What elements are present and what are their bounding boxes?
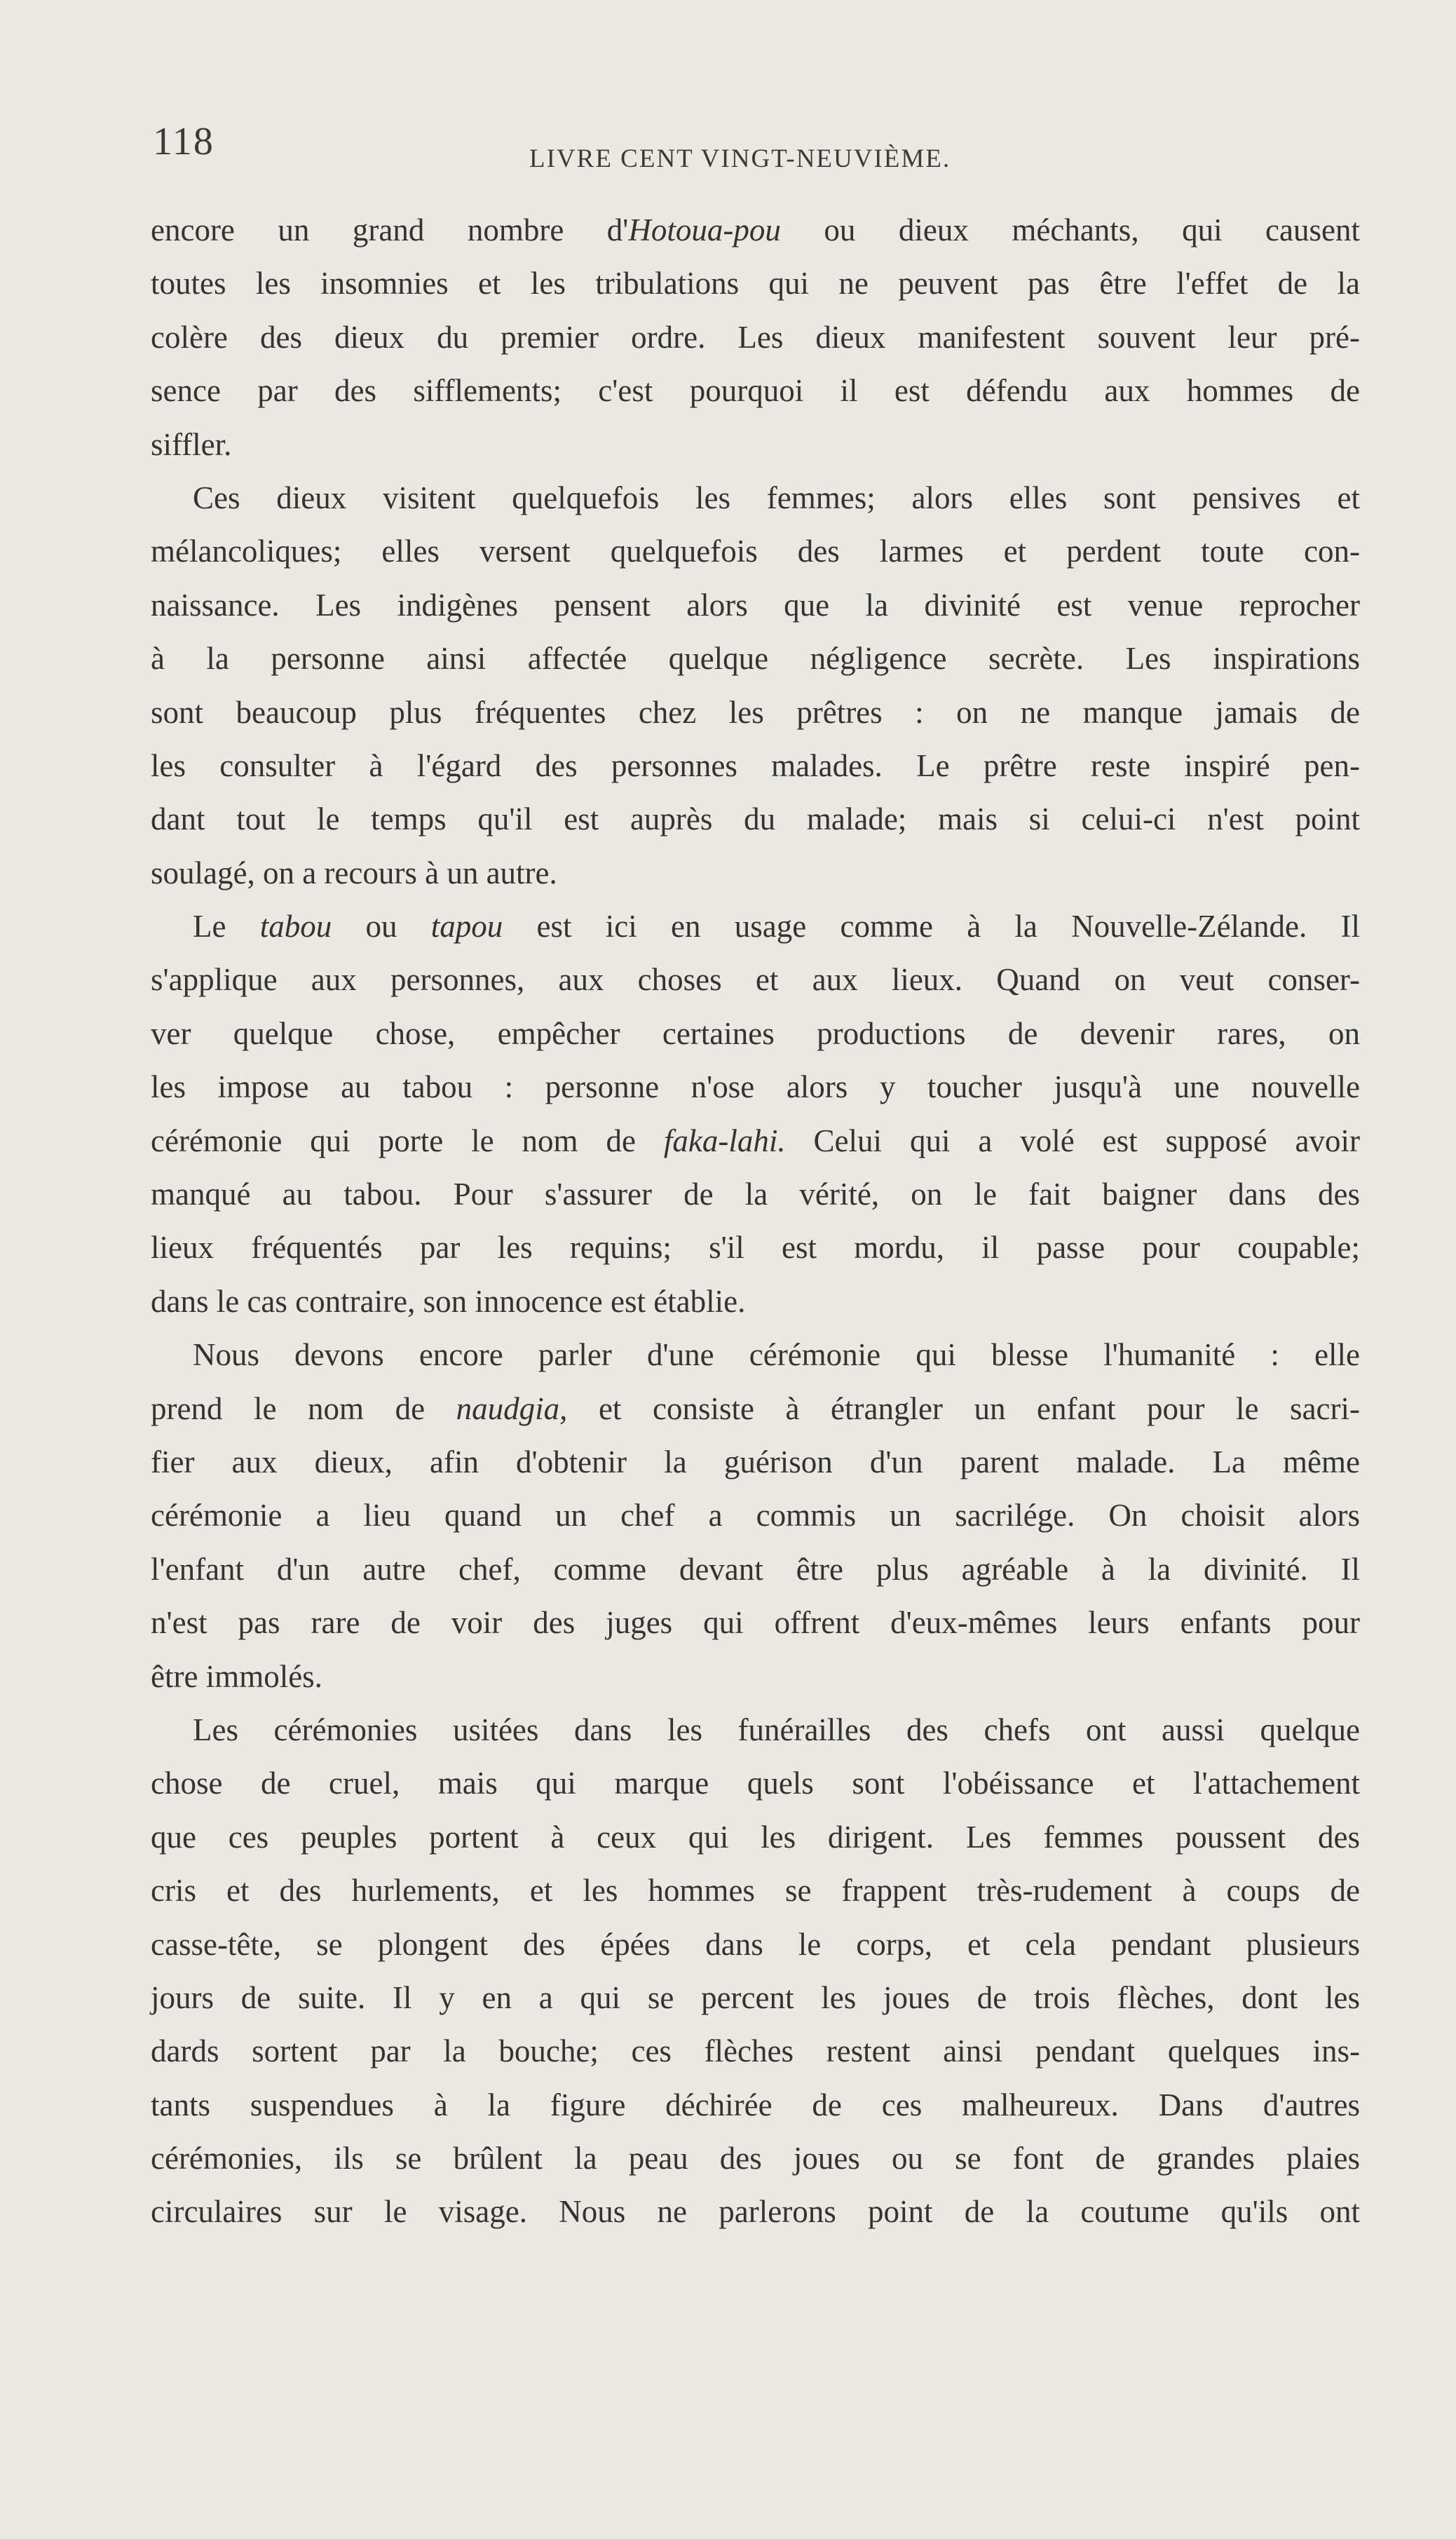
text-line: dans le cas contraire, son innocence est établie. xyxy=(151,1283,746,1319)
text-line: toutes les insomnies et les tribulations qui ne peuvent pas être l'effet de la xyxy=(151,266,1360,302)
text-line: cérémonies, ils se brûlent la peau des joues ou se font de grandes plaies xyxy=(151,2141,1360,2176)
text-line: n'est pas rare de voir des juges qui offrent d'eux-mêmes leurs enfants pour xyxy=(151,1605,1360,1641)
text-line: soulagé, on a recours à un autre. xyxy=(151,855,557,891)
paragraph xyxy=(151,471,1360,900)
text-line: chose de cruel, mais qui marque quels sont l'obéissance et l'attachement xyxy=(151,1766,1360,1801)
text-line: lieux fréquentés par les requins; s'il est mordu, il passe pour coupable; xyxy=(151,1230,1360,1266)
text-line: fier aux dieux, afin d'obtenir la guérison d'un parent malade. La même xyxy=(151,1444,1360,1480)
body-text xyxy=(151,203,1360,2239)
text-line: manqué au tabou. Pour s'assurer de la vérité, on le fait baigner dans des xyxy=(151,1177,1360,1212)
text-line: dards sortent par la bouche; ces flèches restent ainsi pendant quelques ins- xyxy=(151,2033,1360,2069)
text-line: tants suspendues à la figure déchirée de ces malheureux. Dans d'autres xyxy=(151,2087,1360,2122)
text-line: être immolés. xyxy=(151,1658,322,1694)
text-line: s'applique aux personnes, aux choses et aux lieux. Quand on veut conser- xyxy=(151,962,1360,998)
text-line: encore un grand nombre d'Hotoua-pou ou dieux méchants, qui causent xyxy=(151,212,1360,248)
text-line: Le tabou ou tapou est ici en usage comme à la Nouvelle-Zélande. Il xyxy=(193,909,1361,944)
text-line: sence par des sifflements; c'est pourquoi il est défendu aux hommes de xyxy=(151,373,1360,409)
text-line: cris et des hurlements, et les hommes se frappent très-rudement à coups de xyxy=(151,1873,1360,1909)
text-line: cérémonie qui porte le nom de faka-lahi. Celui qui a volé est supposé avoir xyxy=(151,1123,1360,1158)
page-number: 118 xyxy=(153,120,215,163)
running-head: LIVRE CENT VINGT-NEUVIÈME. xyxy=(529,144,951,173)
paragraph xyxy=(151,1328,1360,1703)
text-line: Les cérémonies usitées dans les funérailles des chefs ont aussi quelque xyxy=(193,1712,1360,1747)
paragraph xyxy=(151,900,1360,1328)
text-line: circulaires sur le visage. Nous ne parlerons point de la coutume qu'ils ont xyxy=(151,2194,1360,2230)
text-line: que ces peuples portent à ceux qui les dirigent. Les femmes poussent des xyxy=(151,1819,1360,1855)
text-line: les impose au tabou : personne n'ose alors y toucher jusqu'à une nouvelle xyxy=(151,1069,1360,1105)
text-line: naissance. Les indigènes pensent alors que la divinité est venue reprocher xyxy=(151,587,1360,623)
text-line: casse-tête, se plongent des épées dans le corps, et cela pendant plusieurs xyxy=(151,1926,1360,1962)
text-line: l'enfant d'un autre chef, comme devant être plus agréable à la divinité. Il xyxy=(151,1551,1360,1587)
paragraph xyxy=(151,1703,1360,2239)
text-line: Ces dieux visitent quelquefois les femmes; alors elles sont pensives et xyxy=(193,480,1360,515)
text-line: les consulter à l'égard des personnes malades. Le prêtre reste inspiré pen- xyxy=(151,747,1360,783)
text-line: colère des dieux du premier ordre. Les dieux manifestent souvent leur pré- xyxy=(151,319,1360,355)
text-line: mélancoliques; elles versent quelquefois des larmes et perdent toute con- xyxy=(151,534,1360,569)
text-line: Nous devons encore parler d'une cérémonie qui blesse l'humanité : elle xyxy=(193,1337,1360,1373)
text-line: siffler. xyxy=(151,426,232,462)
text-line: cérémonie a lieu quand un chef a commis un sacrilége. On choisit alors xyxy=(151,1498,1360,1533)
text-line: jours de suite. Il y en a qui se percent les joues de trois flèches, dont les xyxy=(151,1979,1360,2015)
text-line: prend le nom de naudgia, et consiste à étrangler un enfant pour le sacri- xyxy=(151,1390,1360,1426)
text-line: à la personne ainsi affectée quelque négligence secrète. Les inspirations xyxy=(151,641,1360,677)
text-line: sont beaucoup plus fréquentes chez les prêtres : on ne manque jamais de xyxy=(151,694,1360,730)
text-line: ver quelque chose, empêcher certaines productions de devenir rares, on xyxy=(151,1015,1360,1051)
paragraph xyxy=(151,203,1360,471)
text-line: dant tout le temps qu'il est auprès du malade; mais si celui-ci n'est point xyxy=(151,801,1360,837)
